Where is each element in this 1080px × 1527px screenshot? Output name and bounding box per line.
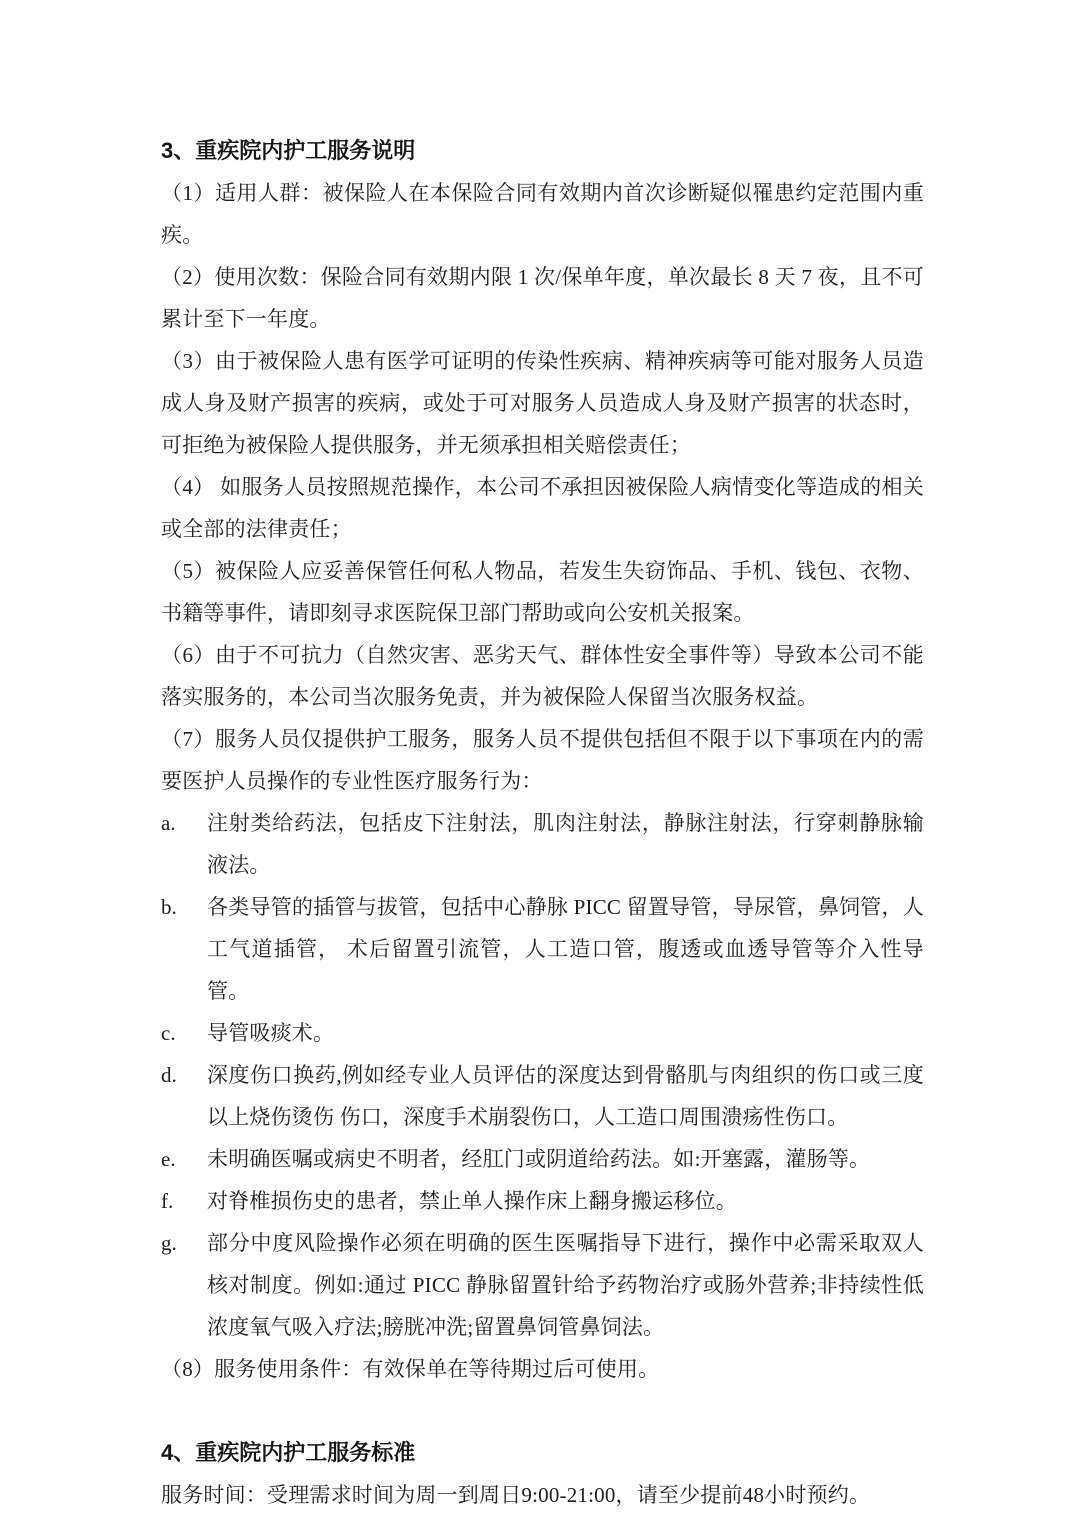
list-marker-g: g. bbox=[161, 1231, 177, 1255]
list-item-e bbox=[161, 1138, 924, 1180]
paragraph-s3-4: （4） 如服务人员按照规范操作，本公司不承担因被保险人病情变化等造成的相关或全部的法律责任； bbox=[161, 475, 924, 541]
list-text-e: 未明确医嘱或病史不明者，经肛门或阴道给药法。如:开塞露，灌肠等。 bbox=[207, 1147, 871, 1171]
list-marker-e: e. bbox=[161, 1147, 176, 1171]
list-text-c: 导管吸痰术。 bbox=[207, 1021, 335, 1045]
list-item-b bbox=[161, 886, 924, 1012]
document-content bbox=[161, 130, 924, 1516]
list-text-g: 部分中度风险操作必须在明确的医生医嘱指导下进行，操作中必需采取双人核对制度。例如:通过 PICC 静脉留置针给予药物治疗或肠外营养;非持续性低浓度氧气吸入疗法;膀胱冲洗;留置鼻饲管鼻饲法。 bbox=[207, 1231, 924, 1339]
list-text-f: 对脊椎损伤史的患者，禁止单人操作床上翻身搬运移位。 bbox=[207, 1189, 737, 1213]
list-item-d bbox=[161, 1054, 924, 1138]
paragraph-s3-8: （8）服务使用条件：有效保单在等待期过后可使用。 bbox=[161, 1357, 660, 1381]
list-item-f bbox=[161, 1180, 924, 1222]
list-marker-f: f. bbox=[161, 1189, 174, 1213]
paragraph-s3-3: （3）由于被保险人患有医学可证明的传染性疾病、精神疾病等可能对服务人员造成人身及财产损害的疾病，或处于可对服务人员造成人身及财产损害的状态时，可拒绝为被保险人提供服务，并无须承担相关赔偿责任； bbox=[161, 349, 924, 457]
list-item-g bbox=[161, 1222, 924, 1348]
paragraph-s3-5: （5）被保险人应妥善保管任何私人物品，若发生失窃饰品、手机、钱包、衣物、书籍等事件，请即刻寻求医院保卫部门帮助或向公安机关报案。 bbox=[161, 559, 924, 625]
section-3-heading: 3、重疾院内护工服务说明 bbox=[161, 138, 416, 163]
list-text-d: 深度伤口换药,例如经专业人员评估的深度达到骨骼肌与肉组织的伤口或三度以上烧伤烫伤 伤口，深度手术崩裂伤口，人工造口周围溃疡性伤口。 bbox=[207, 1063, 924, 1129]
list-marker-b: b. bbox=[161, 895, 177, 919]
list-item-a bbox=[161, 802, 924, 886]
list-item-c bbox=[161, 1012, 924, 1054]
paragraph-s4-1: 服务时间：受理需求时间为周一到周日9:00-21:00，请至少提前48小时预约。 bbox=[161, 1483, 871, 1507]
paragraph-s3-6: （6）由于不可抗力（自然灾害、恶劣天气、群体性安全事件等）导致本公司不能落实服务的，本公司当次服务免责，并为被保险人保留当次服务权益。 bbox=[161, 643, 924, 709]
paragraph-s3-2: （2）使用次数：保险合同有效期内限 1 次/保单年度，单次最长 8 天 7 夜，且不可累计至下一年度。 bbox=[161, 265, 924, 331]
list-text-a: 注射类给药法，包括皮下注射法，肌肉注射法，静脉注射法，行穿刺静脉输液法。 bbox=[207, 811, 924, 877]
paragraph-s3-1: （1）适用人群：被保险人在本保险合同有效期内首次诊断疑似罹患约定范围内重疾。 bbox=[161, 181, 924, 247]
list-text-b: 各类导管的插管与拔管，包括中心静脉 PICC 留置导管，导尿管，鼻饲管，人工气道插管， 术后留置引流管，人工造口管，腹透或血透导管等介入性导管。 bbox=[207, 895, 924, 1003]
list-marker-a: a. bbox=[161, 811, 176, 835]
list-marker-d: d. bbox=[161, 1063, 177, 1087]
list-marker-c: c. bbox=[161, 1021, 176, 1045]
paragraph-s3-7: （7）服务人员仅提供护工服务，服务人员不提供包括但不限于以下事项在内的需要医护人员操作的专业性医疗服务行为： bbox=[161, 727, 924, 793]
section-4-heading: 4、重疾院内护工服务标准 bbox=[161, 1440, 416, 1465]
